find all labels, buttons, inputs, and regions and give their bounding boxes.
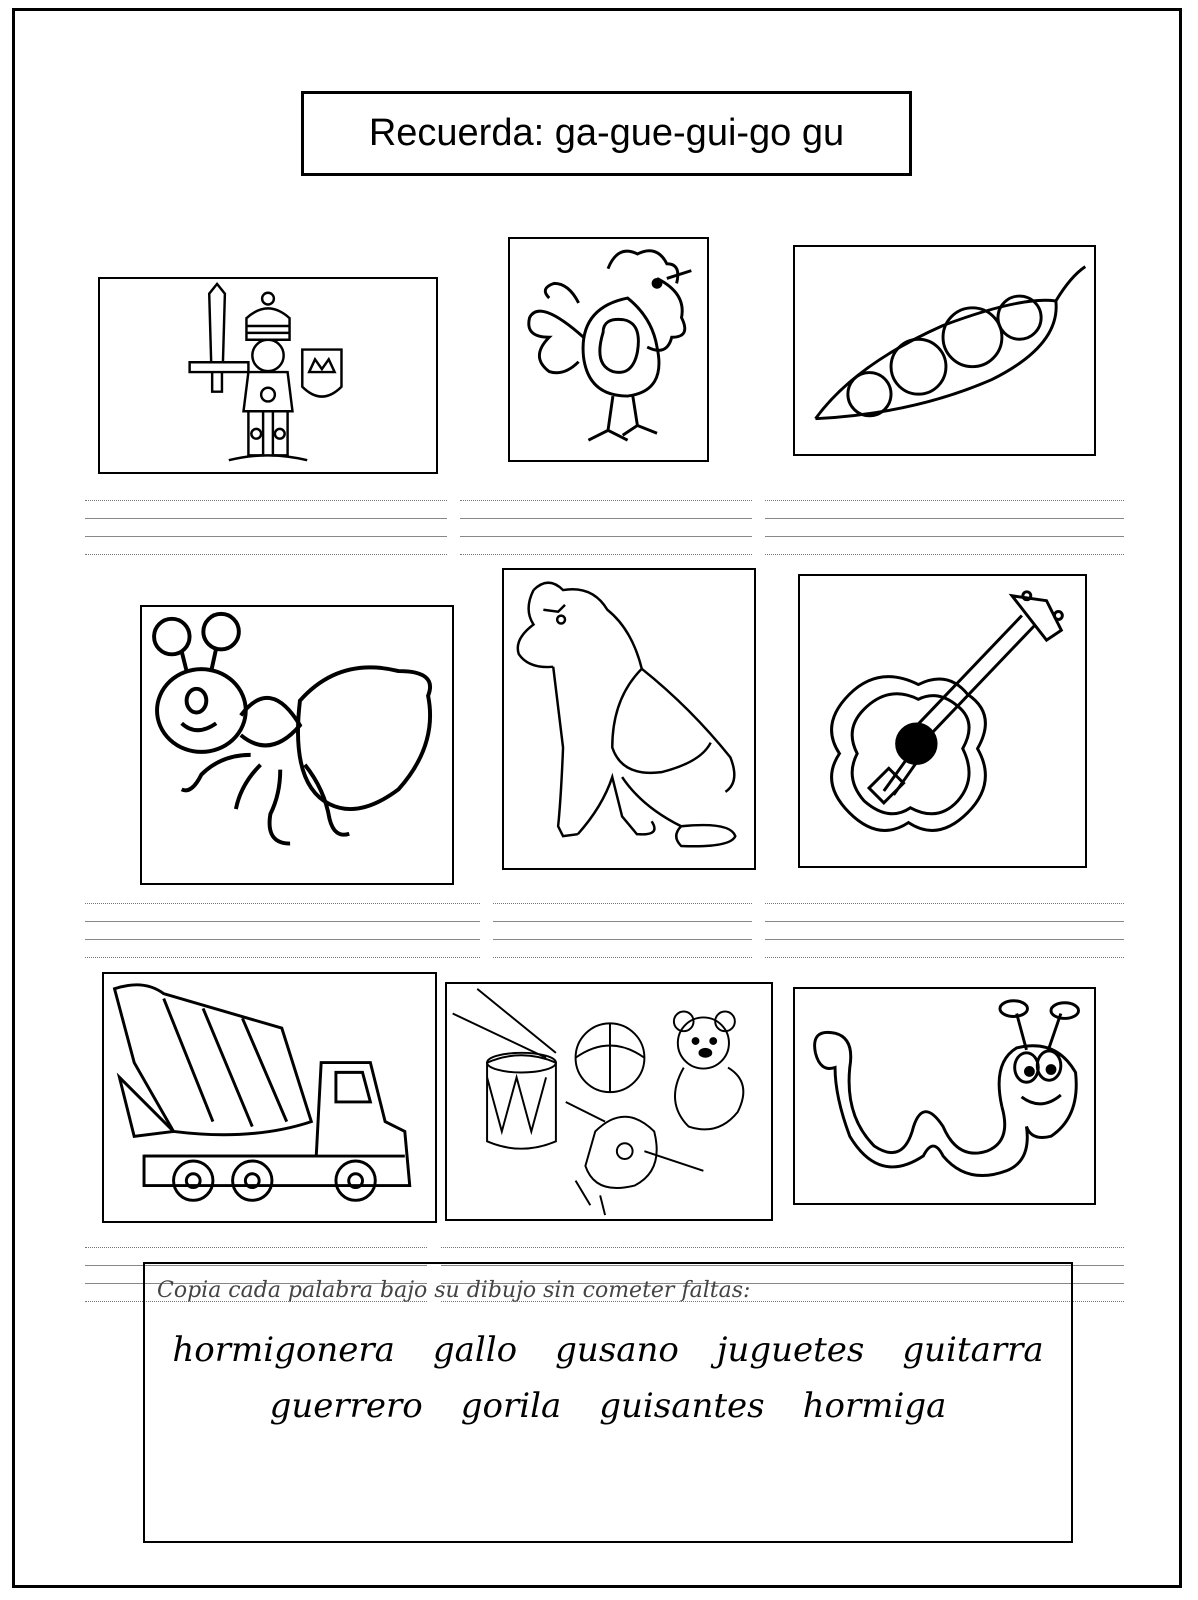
writing-lines[interactable] xyxy=(493,903,752,959)
picture-cement-mixer xyxy=(102,972,437,1223)
picture-rooster xyxy=(508,237,709,462)
word-row-2 xyxy=(145,1386,1071,1426)
ant-icon xyxy=(142,607,452,883)
gorilla-icon xyxy=(504,570,754,868)
word-hormigonera: hormigonera xyxy=(172,1330,395,1370)
word-guerrero: guerrero xyxy=(269,1386,423,1426)
word-gorila: gorila xyxy=(460,1386,562,1426)
picture-gorilla xyxy=(502,568,756,870)
word-bank xyxy=(143,1262,1073,1543)
guitar-icon xyxy=(800,576,1085,866)
picture-guitar xyxy=(798,574,1087,868)
worm-icon xyxy=(795,989,1094,1203)
picture-warrior xyxy=(98,277,438,474)
word-guitarra: guitarra xyxy=(902,1330,1044,1370)
picture-worm xyxy=(793,987,1096,1205)
cement-mixer-icon xyxy=(104,974,435,1221)
rooster-icon xyxy=(510,239,707,460)
word-gusano: gusano xyxy=(555,1330,679,1370)
word-row-1 xyxy=(145,1330,1071,1370)
writing-lines[interactable] xyxy=(85,500,447,556)
word-juguetes: juguetes xyxy=(716,1330,865,1370)
toys-icon xyxy=(447,984,771,1219)
picture-ant xyxy=(140,605,454,885)
word-guisantes: guisantes xyxy=(599,1386,765,1426)
writing-lines[interactable] xyxy=(460,500,752,556)
instruction-text: Copia cada palabra bajo su dibujo sin cometer faltas: xyxy=(157,1278,751,1303)
word-hormiga: hormiga xyxy=(802,1386,947,1426)
writing-lines[interactable] xyxy=(765,500,1124,556)
pea-pod-icon xyxy=(795,247,1094,454)
page-title: Recuerda: ga-gue-gui-go gu xyxy=(301,91,912,176)
picture-toys xyxy=(445,982,773,1221)
writing-lines[interactable] xyxy=(85,903,480,959)
writing-lines[interactable] xyxy=(765,903,1124,959)
word-gallo: gallo xyxy=(432,1330,518,1370)
picture-pea-pod xyxy=(793,245,1096,456)
warrior-icon xyxy=(100,279,436,472)
